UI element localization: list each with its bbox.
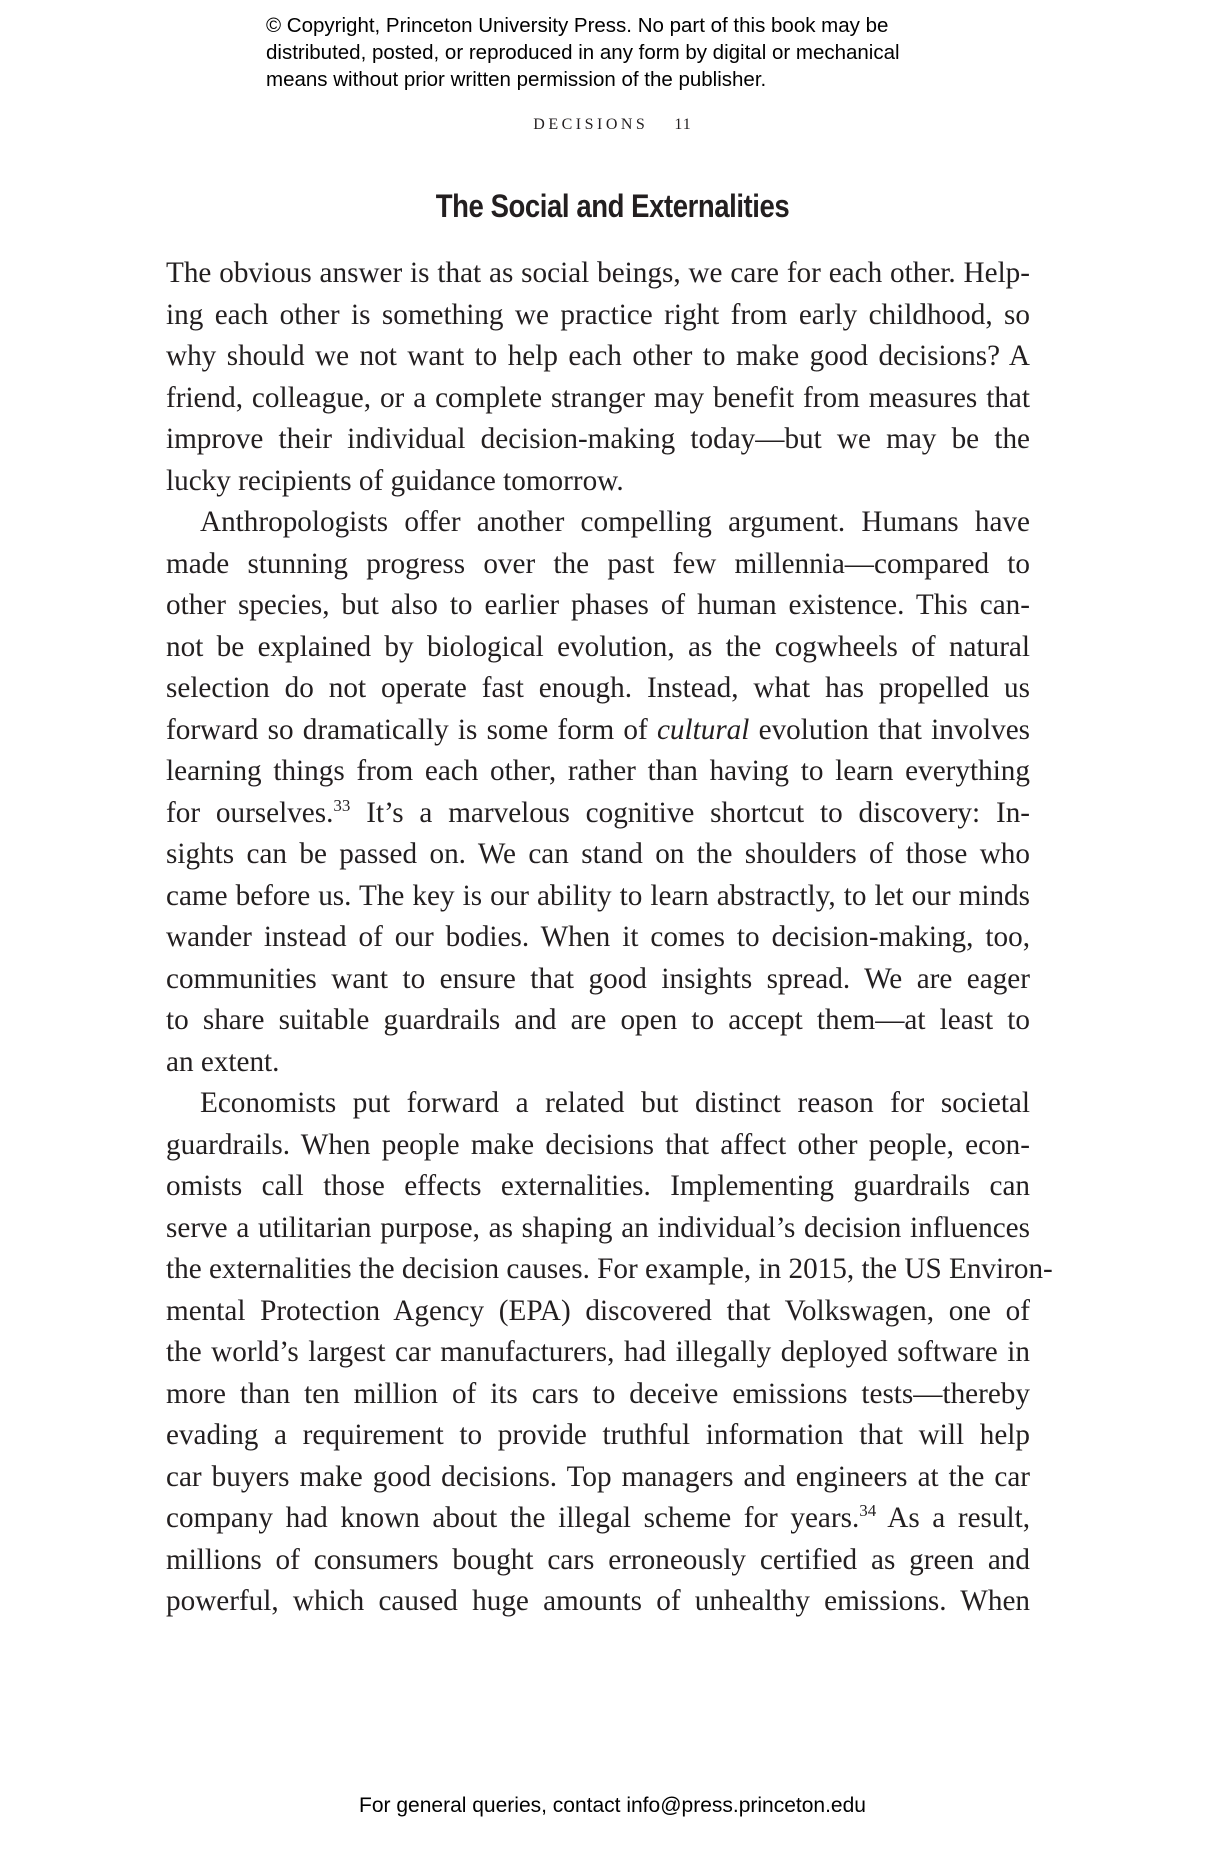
- text-line: Economists put forward a related but distinct reason for societal: [200, 1087, 1030, 1119]
- text-line: came before us. The key is our ability to learn abstractly, to let our minds: [166, 879, 1030, 912]
- text-line: an extent.: [166, 1045, 280, 1078]
- text-line: ing each other is something we practice right from early childhood, so: [166, 298, 1030, 331]
- text-line: omists call those effects externalities. Implementing guardrails can: [166, 1170, 1030, 1202]
- text-line: wander instead of our bodies. When it comes to decision-making, too,: [166, 921, 1030, 953]
- page-number: 11: [674, 116, 692, 133]
- footnote-marker: 34: [859, 1501, 877, 1520]
- text-line: [166, 710, 1030, 752]
- text-line: selection do not operate fast enough. Instead, what has propelled us: [166, 672, 1030, 704]
- text-line: The obvious answer is that as social beings, we care for each other. Help-: [166, 257, 1030, 289]
- text-segment: forward so dramatically is some form of: [166, 713, 648, 746]
- text-line: friend, colleague, or a complete stranger may benefit from measures that: [166, 381, 1030, 414]
- text-line: improve their individual decision-making today—but we may be the: [166, 423, 1030, 455]
- text-line: communities want to ensure that good insights spread. We are eager: [166, 962, 1030, 995]
- text-line: learning things from each other, rather than having to learn everything: [166, 755, 1030, 787]
- copyright-line: means without prior written permission of the publisher.: [266, 68, 767, 91]
- copyright-notice: [266, 12, 1006, 93]
- text-line: to share suitable guardrails and are open to accept them—at least to: [166, 1004, 1030, 1036]
- text-segment: for ourselves.: [166, 796, 334, 829]
- text-segment: company had known about the illegal scheme for years.: [166, 1502, 860, 1534]
- section-title: The Social and Externalities: [435, 188, 790, 224]
- text-line: why should we not want to help each other to make good decisions? A: [166, 340, 1030, 372]
- italic-word: cultural: [656, 713, 750, 746]
- text-line: made stunning progress over the past few millennia—compared to: [166, 547, 1030, 580]
- text-line: not be explained by biological evolution, as the cogwheels of natural: [166, 630, 1030, 663]
- text-line: mental Protection Agency (EPA) discovered that Volkswagen, one of: [166, 1294, 1030, 1327]
- running-head-title: DECISIONS: [533, 116, 649, 133]
- text-line: guardrails. When people make decisions that affect other people, econ-: [166, 1128, 1030, 1161]
- text-line: the world’s largest car manufacturers, had illegally deployed software in: [166, 1336, 1030, 1368]
- text-line: sights can be passed on. We can stand on the shoulders of those who: [166, 838, 1030, 870]
- text-line: [166, 1498, 1030, 1540]
- text-line: lucky recipients of guidance tomorrow.: [166, 464, 624, 497]
- footer-contact: For general queries, contact info@press.princeton.edu: [359, 1794, 866, 1817]
- text-line: the externalities the decision causes. For example, in 2015, the US Environ-: [166, 1253, 1053, 1285]
- text-line: Anthropologists offer another compelling argument. Humans have: [200, 506, 1030, 538]
- text-segment: As a result,: [887, 1502, 1030, 1534]
- copyright-line: distributed, posted, or reproduced in any form by digital or mechanical: [266, 41, 900, 64]
- text-segment: evolution that involves: [758, 713, 1031, 746]
- text-line: powerful, which caused huge amounts of unhealthy emissions. When: [166, 1585, 1030, 1617]
- text-line: car buyers make good decisions. Top managers and engineers at the car: [166, 1460, 1030, 1493]
- text-line: serve a utilitarian purpose, as shaping an individual’s decision influences: [166, 1211, 1030, 1244]
- footnote-marker: 33: [333, 795, 351, 815]
- text-line: more than ten million of its cars to deceive emissions tests—thereby: [166, 1377, 1030, 1410]
- body-text: [166, 253, 1053, 1623]
- text-line: other species, but also to earlier phases of human existence. This can-: [166, 589, 1030, 621]
- text-line: [166, 793, 1030, 835]
- text-segment: It’s a marvelous cognitive shortcut to discovery: In-: [366, 796, 1031, 829]
- text-line: evading a requirement to provide truthful information that will help: [166, 1419, 1030, 1451]
- text-line: millions of consumers bought cars erroneously certified as green and: [166, 1543, 1030, 1576]
- running-head: [0, 116, 1225, 134]
- copyright-line: © Copyright, Princeton University Press. No part of this book may be: [266, 14, 889, 37]
